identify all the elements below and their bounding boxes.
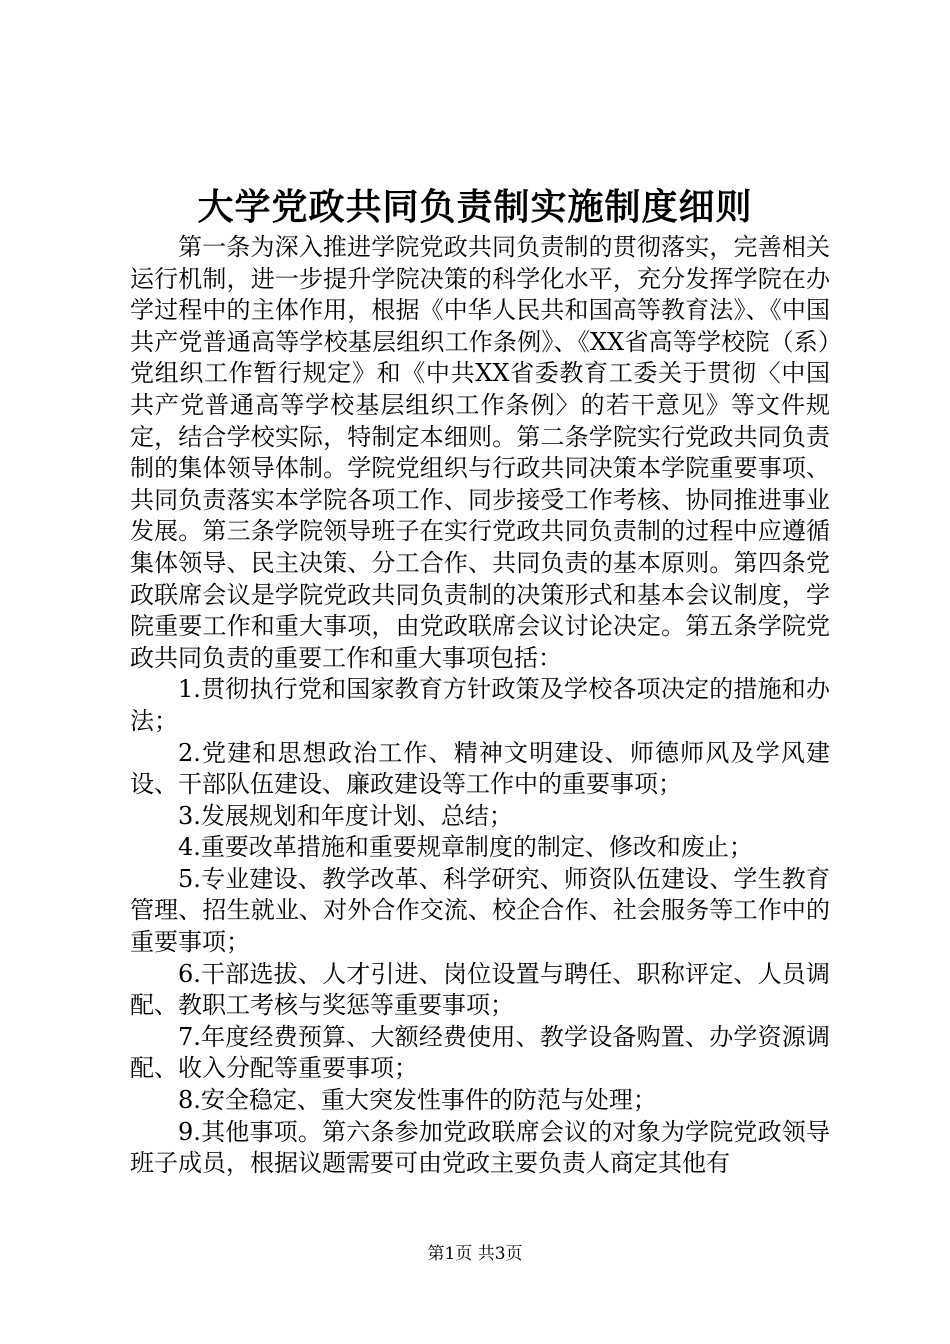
document-body: [130, 232, 830, 1180]
document-title: 大学党政共同负责制实施制度细则: [197, 187, 753, 228]
list-item: 1.贯彻执行党和国家教育方针政策及学校各项决定的措施和办法；: [130, 675, 830, 735]
list-item: 8.安全稳定、重大突发性事件的防范与处理；: [178, 1086, 657, 1115]
page-footer: 第1页 共3页: [427, 1244, 523, 1264]
list-item: 4.重要改革措施和重要规章制度的制定、修改和废止；: [178, 833, 753, 862]
list-item: 5.专业建设、教学改革、科学研究、师资队伍建设、学生教育管理、招生就业、对外合作交流、校企合作、社会服务等工作中的重要事项；: [130, 864, 830, 957]
list-item: 7.年度经费预算、大额经费使用、教学设备购置、办学资源调配、收入分配等重要事项；: [130, 1022, 830, 1083]
list-item: 6.干部选拔、人才引进、岗位设置与聘任、职称评定、人员调配、教职工考核与奖惩等重要事项；: [130, 959, 830, 1020]
paragraph: 第一条为深入推进学院党政共同负责制的贯彻落实，完善相关运行机制，进一步提升学院决策的科学化水平，充分发挥学院在办学过程中的主体作用，根据《中华人民共和国高等教育法》、《中国共产党普通高等学校基层组织工作条例》、《XX省高等学校院（系）党组织工作暂行规定》和《中共XX省委教育工委关于贯彻〈中国共产党普通高等学校基层组织工作条例〉的若干意见》等文件规定，结合学校实际，特制定本细则。第二条学院实行党政共同负责制的集体领导体制。学院党组织与行政共同决策本学院重要事项、共同负责落实本学院各项工作、同步接受工作考核、协同推进事业发展。第三条学院领导班子在实行党政共同负责制的过程中应遵循集体领导、民主决策、分工合作、共同负责的基本原则。第四条党政联席会议是学院党政共同负责制的决策形式和基本会议制度，学院重要工作和重大事项，由党政联席会议讨论决定。第五条学院党政共同负责的重要工作和重大事项包括：: [130, 233, 830, 672]
list-item: 2.党建和思想政治工作、精神文明建设、师德师风及学风建设、干部队伍建设、廉政建设等工作中的重要事项；: [130, 738, 830, 799]
list-item: 3.发展规划和年度计划、总结；: [178, 801, 513, 830]
list-item: 9.其他事项。第六条参加党政联席会议的对象为学院党政领导班子成员，根据议题需要可由党政主要负责人商定其他有: [130, 1117, 830, 1178]
